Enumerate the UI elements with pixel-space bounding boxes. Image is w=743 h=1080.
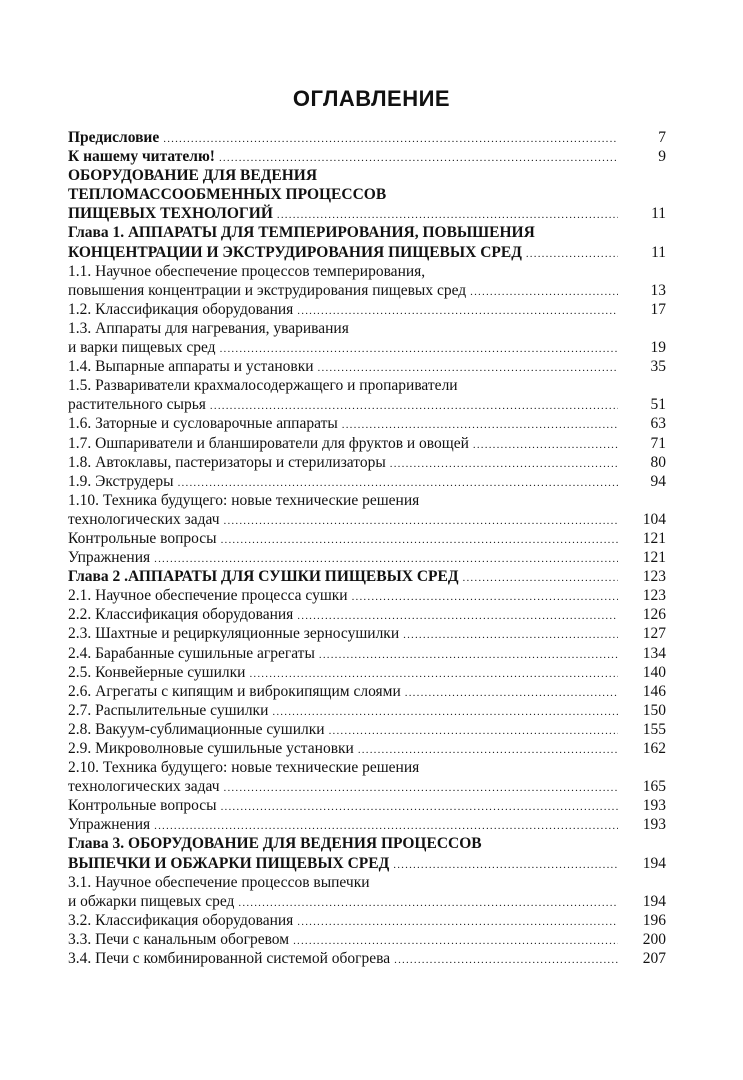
- toc-entry-title: Глава 2 .АППАРАТЫ ДЛЯ СУШКИ ПИЩЕВЫХ СРЕД: [68, 568, 459, 586]
- toc-entry-title: Глава 1. АППАРАТЫ ДЛЯ ТЕМПЕРИРОВАНИЯ, ПОВЫШЕНИЯ: [68, 224, 535, 242]
- toc-entry-title: 1.3. Аппараты для нагревания, уваривания: [68, 319, 349, 337]
- toc-entry-title: технологических задач: [68, 778, 220, 796]
- toc-dot-leader: [470, 283, 618, 300]
- toc-dot-leader: [526, 245, 618, 262]
- toc-entry-title: 3.4. Печи с комбинированной системой обогрева: [68, 950, 391, 968]
- toc-entry-title: 3.1. Научное обеспечение процессов выпечки: [68, 873, 370, 891]
- toc-entry-page: 121: [642, 549, 666, 567]
- toc-entry-title: 1.2. Классификация оборудования: [68, 300, 294, 318]
- toc-dot-leader: [154, 817, 618, 834]
- toc-entry-title: и обжарки пищевых сред: [68, 892, 235, 910]
- toc-entry: [68, 395, 666, 414]
- toc-entry: [68, 319, 666, 338]
- toc-entry: [68, 682, 666, 701]
- toc-entry: [68, 243, 666, 262]
- toc-dot-leader: [221, 531, 618, 548]
- toc-entry-page: 63: [650, 415, 666, 433]
- toc-entry: [68, 529, 666, 548]
- toc-entry: [68, 892, 666, 911]
- toc-entry-title: 1.1. Научное обеспечение процессов темперирования,: [68, 262, 426, 280]
- toc-entry-page: 193: [642, 797, 666, 815]
- toc-entry: [68, 586, 666, 605]
- toc-entry: [68, 854, 666, 873]
- toc-entry-page: 194: [642, 854, 666, 872]
- toc-entry-page: 19: [650, 339, 666, 357]
- toc-entry: [68, 644, 666, 663]
- toc-dot-leader: [238, 894, 618, 911]
- toc-dot-leader: [329, 722, 618, 739]
- toc-entry: [68, 491, 666, 510]
- toc-dot-leader: [154, 550, 618, 567]
- toc-entry-title: 1.9. Экструдеры: [68, 472, 174, 490]
- toc-entry-title: 2.8. Вакуум-сублимационные сушилки: [68, 720, 325, 738]
- toc-dot-leader: [405, 684, 618, 701]
- toc-entry-title: 2.6. Агрегаты с кипящим и виброкипящим слоями: [68, 682, 401, 700]
- toc-entry-page: 196: [642, 911, 666, 929]
- toc-entry: [68, 281, 666, 300]
- toc-entry: [68, 472, 666, 491]
- toc-entry-title: Глава 3. ОБОРУДОВАНИЕ ДЛЯ ВЕДЕНИЯ ПРОЦЕССОВ: [68, 835, 482, 853]
- toc-entry: [68, 510, 666, 529]
- toc-entry-title: 3.2. Классификация оборудования: [68, 911, 294, 929]
- toc-dot-leader: [224, 779, 618, 796]
- toc-entry: [68, 453, 666, 472]
- toc-entry: [68, 663, 666, 682]
- toc-entry: [68, 911, 666, 930]
- toc-entry-title: 1.8. Автоклавы, пастеризаторы и стерилизаторы: [68, 453, 386, 471]
- toc-entry-title: Упражнения: [68, 816, 151, 834]
- toc-entry: [68, 204, 666, 223]
- toc-entry: [68, 128, 666, 147]
- toc-entry-title: 1.4. Выпарные аппараты и установки: [68, 358, 314, 376]
- toc-entry-page: 165: [642, 778, 666, 796]
- toc-entry-title: 1.5. Развариватели крахмалосодержащего и пропариватели: [68, 377, 458, 395]
- toc-entry-page: 17: [650, 300, 666, 318]
- toc-dot-leader: [463, 569, 618, 586]
- toc-entry-title: 2.3. Шахтные и рециркуляционные зерносушилки: [68, 625, 400, 643]
- toc-entry: [68, 357, 666, 376]
- toc-entry-page: 9: [658, 148, 666, 166]
- toc-entry-title: Контрольные вопросы: [68, 797, 217, 815]
- toc-entry-title: 2.5. Конвейерные сушилки: [68, 663, 246, 681]
- toc-entry-title: Упражнения: [68, 549, 151, 567]
- toc-entry-page: 71: [650, 434, 666, 452]
- toc-dot-leader: [277, 206, 618, 223]
- table-of-contents: [68, 128, 666, 968]
- toc-entry-page: 104: [642, 510, 666, 528]
- toc-entry-title: повышения концентрации и экструдирования пищевых сред: [68, 281, 467, 299]
- toc-entry: [68, 739, 666, 758]
- toc-entry: [68, 796, 666, 815]
- toc-dot-leader: [403, 626, 618, 643]
- toc-entry-title: 2.10. Техника будущего: новые технические решения: [68, 759, 420, 777]
- toc-dot-leader: [390, 455, 618, 472]
- toc-dot-leader: [352, 588, 618, 605]
- toc-entry-page: 126: [642, 606, 666, 624]
- toc-entry-title: 1.10. Техника будущего: новые технические решения: [68, 491, 420, 509]
- toc-entry: [68, 873, 666, 892]
- toc-entry-page: 11: [651, 205, 666, 223]
- toc-entry-title: Контрольные вопросы: [68, 529, 217, 547]
- toc-dot-leader: [272, 703, 618, 720]
- toc-entry-title: 2.4. Барабанные сушильные агрегаты: [68, 644, 315, 662]
- toc-entry-page: 155: [642, 720, 666, 738]
- toc-entry: [68, 605, 666, 624]
- toc-entry: [68, 338, 666, 357]
- page-title: ОГЛАВЛЕНИЕ: [292, 86, 451, 111]
- toc-entry-title: ОБОРУДОВАНИЕ ДЛЯ ВЕДЕНИЯ: [68, 167, 318, 185]
- toc-entry-page: 127: [642, 625, 666, 643]
- toc-entry-title: технологических задач: [68, 510, 220, 528]
- toc-entry-page: 200: [642, 930, 666, 948]
- toc-entry-title: Предисловие: [68, 129, 160, 146]
- toc-entry: [68, 930, 666, 949]
- toc-entry: [68, 815, 666, 834]
- toc-dot-leader: [219, 149, 618, 166]
- toc-entry-page: 94: [650, 472, 666, 490]
- toc-dot-leader: [293, 932, 618, 949]
- toc-dot-leader: [221, 798, 618, 815]
- toc-entry: [68, 834, 666, 853]
- toc-entry-title: и варки пищевых сред: [68, 339, 216, 357]
- toc-dot-leader: [318, 359, 618, 376]
- toc-entry: [68, 777, 666, 796]
- toc-entry: [68, 223, 666, 242]
- toc-entry-title: 3.3. Печи с канальным обогревом: [68, 930, 290, 948]
- toc-dot-leader: [249, 665, 618, 682]
- toc-entry-page: 134: [642, 644, 666, 662]
- toc-entry-page: 80: [650, 453, 666, 471]
- toc-entry-page: 13: [650, 281, 666, 299]
- toc-entry: [68, 758, 666, 777]
- toc-dot-leader: [393, 856, 618, 873]
- toc-entry: [68, 701, 666, 720]
- toc-entry-title: К нашему читателю!: [68, 148, 215, 166]
- toc-dot-leader: [163, 130, 618, 147]
- toc-entry: [68, 949, 666, 968]
- toc-entry: [68, 720, 666, 739]
- toc-entry-page: 7: [658, 129, 666, 146]
- toc-entry-page: 146: [642, 682, 666, 700]
- toc-entry: [68, 147, 666, 166]
- toc-entry: [68, 414, 666, 433]
- toc-dot-leader: [220, 340, 618, 357]
- toc-dot-leader: [297, 607, 618, 624]
- toc-entry: [68, 376, 666, 395]
- toc-entry-page: 194: [642, 892, 666, 910]
- toc-entry-page: 123: [642, 587, 666, 605]
- toc-entry-page: 162: [642, 740, 666, 757]
- toc-entry-page: 140: [642, 663, 666, 681]
- toc-entry-page: 207: [642, 950, 666, 968]
- toc-dot-leader: [394, 951, 618, 968]
- toc-dot-leader: [358, 741, 618, 758]
- toc-dot-leader: [297, 913, 618, 930]
- toc-entry-title: 1.6. Заторные и сусловарочные аппараты: [68, 415, 338, 433]
- toc-entry-page: 121: [642, 529, 666, 547]
- toc-dot-leader: [473, 436, 618, 453]
- toc-entry-page: 150: [642, 701, 666, 719]
- toc-entry-title: ТЕПЛОМАССООБМЕННЫХ ПРОЦЕССОВ: [68, 186, 387, 204]
- toc-entry-title: ПИЩЕВЫХ ТЕХНОЛОГИЙ: [68, 205, 273, 223]
- toc-entry: [68, 567, 666, 586]
- toc-entry-title: 2.2. Классификация оборудования: [68, 606, 294, 624]
- toc-dot-leader: [224, 512, 618, 529]
- toc-entry-title: 2.1. Научное обеспечение процесса сушки: [68, 587, 348, 605]
- toc-entry-title: КОНЦЕНТРАЦИИ И ЭКСТРУДИРОВАНИЯ ПИЩЕВЫХ СРЕД: [68, 243, 522, 261]
- toc-entry: [68, 185, 666, 204]
- toc-entry-title: 2.7. Распылительные сушилки: [68, 701, 269, 719]
- toc-entry: [68, 624, 666, 643]
- toc-dot-leader: [342, 416, 618, 433]
- toc-entry-title: растительного сырья: [68, 396, 206, 414]
- toc-entry-page: 35: [650, 358, 666, 376]
- toc-entry-title: ВЫПЕЧКИ И ОБЖАРКИ ПИЩЕВЫХ СРЕД: [68, 854, 390, 872]
- toc-entry: [68, 300, 666, 319]
- toc-entry-title: 2.9. Микроволновые сушильные установки: [68, 740, 354, 757]
- toc-entry: [68, 434, 666, 453]
- toc-entry-page: 193: [642, 816, 666, 834]
- toc-entry: [68, 166, 666, 185]
- toc-entry-title: 1.7. Ошпариватели и бланширователи для фруктов и овощей: [68, 434, 469, 452]
- toc-dot-leader: [319, 646, 618, 663]
- toc-dot-leader: [210, 397, 618, 414]
- toc-entry-page: 123: [642, 568, 666, 586]
- toc-entry: [68, 262, 666, 281]
- toc-entry-page: 11: [651, 243, 666, 261]
- toc-entry-page: 51: [650, 396, 666, 414]
- toc-dot-leader: [297, 302, 618, 319]
- toc-dot-leader: [178, 474, 618, 491]
- toc-entry: [68, 548, 666, 567]
